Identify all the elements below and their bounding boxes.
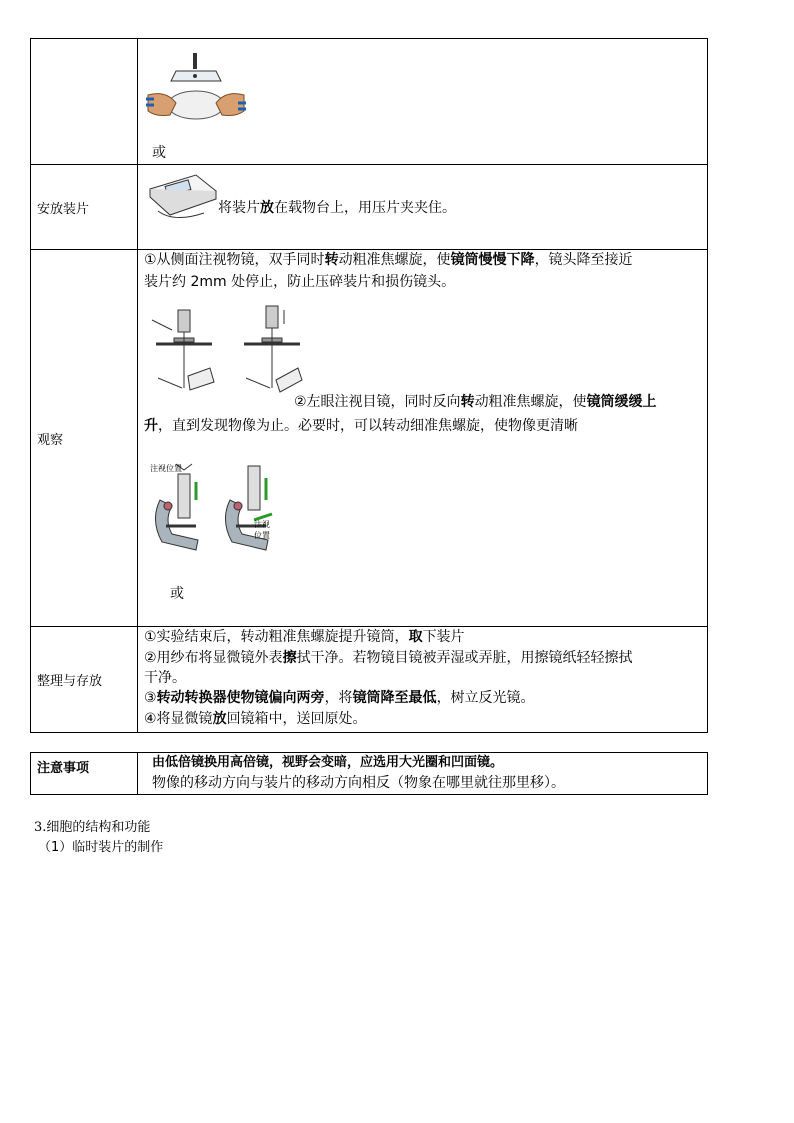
notes-content <box>138 753 708 795</box>
notes-line-2: 物像的移动方向与装片的移动方向相反（物象在哪里就往那里移）。 <box>152 775 565 791</box>
table-row <box>31 250 708 627</box>
storage-line-3: 干净。 <box>144 670 186 686</box>
table-row <box>31 165 708 250</box>
or-text: 或 <box>152 145 166 161</box>
microscope-eyepiece-diagram <box>146 460 286 560</box>
obs-line-3: ②左眼注视目镜，同时反向转动粗准焦螺旋，使镜筒缓缓上 <box>294 394 657 410</box>
row-text: 将装片放在载物台上，用压片夹夹住。 <box>218 200 456 216</box>
section-subheading: （1）临时装片的制作 <box>38 840 164 855</box>
diagram-label: 注视位置 <box>150 464 182 473</box>
row-label: 整理与存放 <box>31 627 138 733</box>
row-content <box>138 250 708 627</box>
hands-holding-microscope-illustration <box>146 45 246 125</box>
notes-table <box>30 752 708 795</box>
diagram-label: 位置 <box>254 531 270 540</box>
procedure-table <box>30 38 708 733</box>
table-row <box>31 753 708 795</box>
storage-line-4: ③转动转换器使物镜偏向两旁，将镜筒降至最低，树立反光镜。 <box>144 690 535 706</box>
notes-line-1: 由低倍镜换用高倍镜，视野会变暗，应选用大光圈和凹面镜。 <box>152 755 504 770</box>
table-row <box>31 627 708 733</box>
row-label: 安放装片 <box>31 165 138 250</box>
objective-lowering-diagram <box>148 300 308 396</box>
or-text: 或 <box>170 586 184 602</box>
table-row <box>31 39 708 165</box>
row-label: 观察 <box>31 250 138 627</box>
notes-label: 注意事项 <box>37 761 90 776</box>
obs-line-4: 升，直到发现物像为止。必要时，可以转动细准焦螺旋，使物像更清晰 <box>144 418 578 434</box>
storage-line-2: ②用纱布将显微镜外表擦拭干净。若物镜目镜被弄湿或弄脏，用擦镜纸轻轻擦拭 <box>144 650 633 666</box>
row-content <box>138 39 708 165</box>
diagram-label: 注视 <box>254 520 270 529</box>
row-label <box>31 39 138 165</box>
section-heading: 3.细胞的结构和功能 <box>34 820 151 835</box>
row-content <box>138 627 708 733</box>
stage-with-slide-illustration <box>144 169 218 225</box>
obs-line-1: ①从侧面注视物镜，双手同时转动粗准焦螺旋，使镜筒慢慢下降，镜头降至接近 <box>144 252 633 268</box>
storage-line-1: ①实验结束后，转动粗准焦螺旋提升镜筒，取下装片 <box>144 629 465 645</box>
row-content <box>138 165 708 250</box>
storage-line-5: ④将显微镜放回镜箱中，送回原处。 <box>144 711 367 727</box>
obs-line-2: 装片约 2mm 处停止，防止压碎装片和损伤镜头。 <box>144 274 456 290</box>
